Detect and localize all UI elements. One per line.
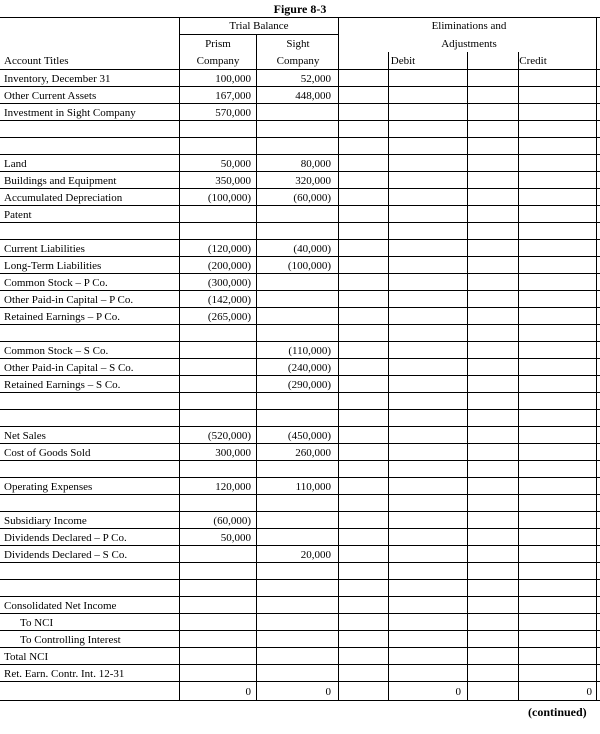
rule-line [0, 120, 600, 121]
rule-line [0, 341, 600, 342]
prism-amount: (200,000) [207, 260, 251, 272]
account-title: Buildings and Equipment [4, 175, 117, 187]
account-title: Inventory, December 31 [4, 73, 111, 85]
rule-line [0, 358, 600, 359]
sight-amount: 80,000 [300, 158, 331, 170]
eliminations-header-line2: Adjustments [441, 38, 497, 50]
account-title: Common Stock – S Co. [4, 345, 109, 357]
rule-line [0, 494, 600, 495]
column-line [518, 52, 519, 700]
account-title: To NCI [20, 617, 54, 629]
rule-line [0, 511, 600, 512]
account-titles-header: Account Titles [4, 55, 69, 67]
eliminations-header-line1: Eliminations and [431, 20, 507, 32]
total-prism: 0 [245, 686, 251, 698]
credit-header: Credit [519, 55, 547, 67]
sight-amount: (40,000) [293, 243, 331, 255]
rule-line [0, 256, 600, 257]
account-title: Other Paid-in Capital – P Co. [4, 294, 134, 306]
sight-amount: (110,000) [288, 345, 331, 357]
prism-amount: 350,000 [215, 175, 251, 187]
rule-line [0, 103, 600, 104]
prism-header-line2: Company [196, 55, 240, 67]
rule-line [0, 222, 600, 223]
prism-amount: 570,000 [215, 107, 251, 119]
column-line [256, 34, 257, 700]
prism-amount: 50,000 [220, 158, 251, 170]
account-title: Consolidated Net Income [4, 600, 117, 612]
prism-amount: 120,000 [215, 481, 251, 493]
rule-line [0, 477, 600, 478]
prism-amount: 100,000 [215, 73, 251, 85]
rule-line [0, 596, 600, 597]
rule-line [180, 34, 338, 35]
prism-amount: (300,000) [207, 277, 251, 289]
rule-line [0, 545, 600, 546]
sight-header-line2: Company [276, 55, 320, 67]
rule-line [0, 392, 600, 393]
account-title: Investment in Sight Company [4, 107, 136, 119]
account-title: Long-Term Liabilities [4, 260, 102, 272]
rule-line [0, 630, 600, 631]
debit-header: Debit [390, 55, 416, 67]
rule-line [0, 188, 600, 189]
rule-line [0, 664, 600, 665]
rule-line [0, 562, 600, 563]
rule-line [0, 409, 600, 410]
prism-amount: 167,000 [215, 90, 251, 102]
rule-line [0, 17, 600, 18]
account-title: Retained Earnings – P Co. [4, 311, 120, 323]
account-title: Patent [4, 209, 32, 221]
rule-line [0, 460, 600, 461]
account-title: Other Current Assets [4, 90, 97, 102]
total-sight: 0 [325, 686, 331, 698]
rule-line [0, 613, 600, 614]
column-line [467, 52, 468, 700]
account-title: Operating Expenses [4, 481, 93, 493]
prism-amount: (60,000) [213, 515, 251, 527]
sight-amount: 20,000 [300, 549, 331, 561]
account-title: Cost of Goods Sold [4, 447, 91, 459]
sight-amount: (60,000) [293, 192, 331, 204]
figure-title: Figure 8-3 [273, 2, 327, 16]
rule-line [0, 154, 600, 155]
sight-amount: 260,000 [295, 447, 331, 459]
rule-line [0, 426, 600, 427]
account-title: Other Paid-in Capital – S Co. [4, 362, 134, 374]
rule-line [0, 239, 600, 240]
total-credit: 0 [586, 686, 592, 698]
account-title: To Controlling Interest [20, 634, 121, 646]
account-title: Common Stock – P Co. [4, 277, 108, 289]
rule-line [0, 443, 600, 444]
sight-amount: (450,000) [287, 430, 331, 442]
rule-line [0, 307, 600, 308]
prism-amount: 50,000 [220, 532, 251, 544]
account-title: Total NCI [4, 651, 49, 663]
sight-amount: 110,000 [295, 481, 331, 493]
rule-line [0, 273, 600, 274]
column-line [338, 17, 339, 700]
prism-amount: 300,000 [215, 447, 251, 459]
rule-line [0, 647, 600, 648]
column-line [179, 17, 180, 700]
prism-amount: (100,000) [207, 192, 251, 204]
account-title: Subsidiary Income [4, 515, 87, 527]
total-debit: 0 [455, 686, 461, 698]
prism-amount: (142,000) [207, 294, 251, 306]
rule-line [0, 290, 600, 291]
column-line [596, 17, 597, 700]
rule-line [0, 528, 600, 529]
account-title: Current Liabilities [4, 243, 85, 255]
account-title: Ret. Earn. Contr. Int. 12-31 [4, 668, 125, 680]
rule-line [0, 375, 600, 376]
sight-amount: (240,000) [287, 362, 331, 374]
continued-note: (continued) [528, 705, 587, 719]
rule-line [0, 137, 600, 138]
rule-line [0, 171, 600, 172]
trial-balance-header: Trial Balance [229, 20, 289, 32]
sight-amount: (290,000) [287, 379, 331, 391]
rule-line [0, 700, 600, 701]
prism-amount: (520,000) [207, 430, 251, 442]
prism-amount: (120,000) [207, 243, 251, 255]
sight-amount: 448,000 [295, 90, 331, 102]
prism-amount: (265,000) [207, 311, 251, 323]
account-title: Retained Earnings – S Co. [4, 379, 121, 391]
rule-line [0, 579, 600, 580]
rule-line [0, 86, 600, 87]
account-title: Dividends Declared – S Co. [4, 549, 128, 561]
sight-amount: (100,000) [287, 260, 331, 272]
sight-amount: 52,000 [300, 73, 331, 85]
account-title: Dividends Declared – P Co. [4, 532, 127, 544]
rule-line [0, 205, 600, 206]
account-title: Land [4, 158, 27, 170]
account-title: Net Sales [4, 430, 46, 442]
account-title: Accumulated Depreciation [4, 192, 123, 204]
column-line [388, 52, 389, 700]
rule-line [0, 324, 600, 325]
rule-line [0, 681, 600, 682]
sight-amount: 320,000 [295, 175, 331, 187]
rule-line [0, 69, 600, 70]
sight-header-line1: Sight [286, 38, 310, 50]
prism-header-line1: Prism [205, 38, 231, 50]
